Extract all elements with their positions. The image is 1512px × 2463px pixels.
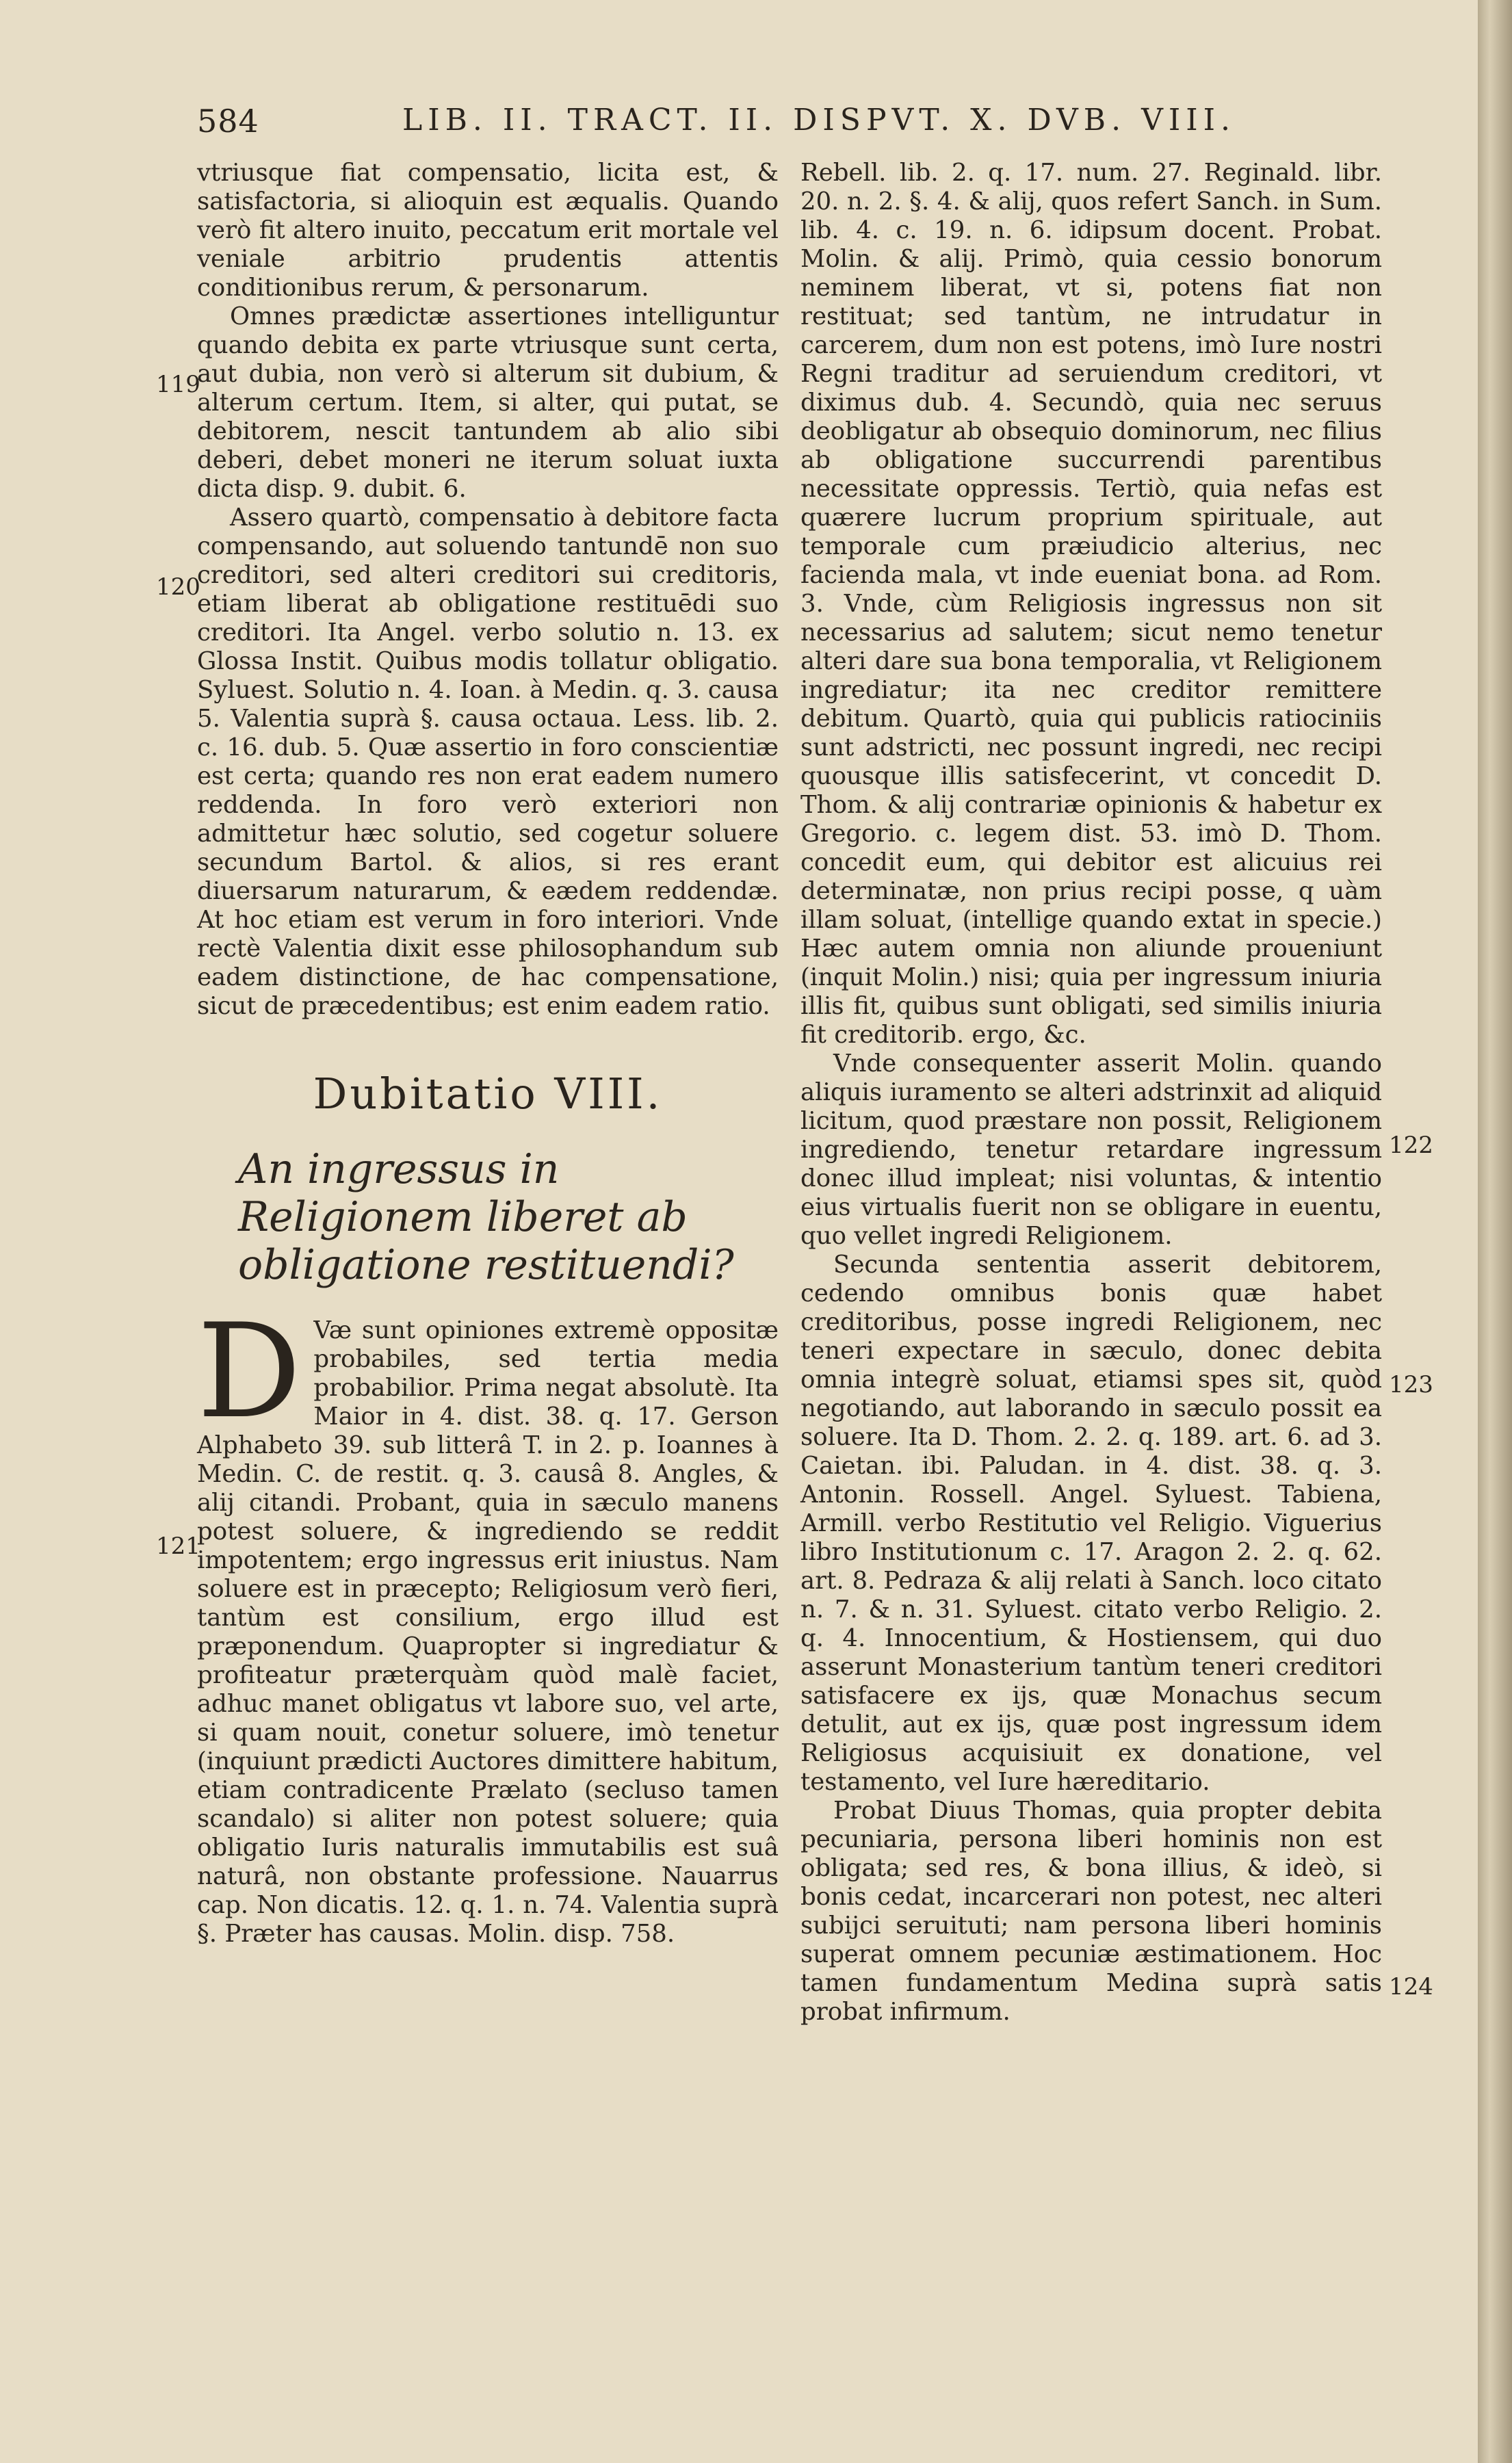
margin-number-122: 122 bbox=[1389, 1132, 1433, 1159]
page-fore-edge bbox=[1478, 0, 1512, 2463]
margin-number-121: 121 bbox=[156, 1533, 200, 1560]
paragraph-121 bbox=[197, 1296, 779, 1949]
paragraph-continued-right: Rebell. lib. 2. q. 17. num. 27. Reginald. libr. 20. n. 2. §. 4. & alij, quos refert Sanch. in Sum. lib. 4. c. 19. n. 6. idipsum docent. Probat. Molin. & alij. Primò, quia cessio bonorum neminem liberat, vt si, potens fiat non restituat; sed tantùm, ne intrudatur in carcerem, dum non est potens, imò Iure nostri Regni traditur ad seruiendum creditori, vt diximus dub. 4. Secundò, quia nec seruus deobligatur ab obsequio dominorum, nec filius ab obligatione succurrendi parentibus necessitate oppressis. Tertiò, quia nefas est quærere lucrum proprium spirituale, aut temporale cum præiudicio alterius, nec facienda mala, vt inde eueniat bona. ad Rom. 3. Vnde, cùm Religiosis ingressus non sit necessarius ad salutem; sicut nemo tenetur alteri dare sua bona temporalia, vt Religionem ingrediatur; ita nec creditor remittere debitum. Quartò, quia qui publicis ratiociniis sunt adstricti, nec possunt ingredi, nec recipi quousque illis satisfecerint, vt concedit D. Thom. & alij contrariæ opinionis & habetur ex Gregorio. c. legem dist. 53. imò D. Thom. concedit eum, qui debitor est alicuius rei determinatæ, non prius recipi posse, q uàm illam soluat, (intellige quando extat in specie.) Hæc autem omnia non aliunde proueniunt (inquit Molin.) nisi; quia per ingressum iniuria illis fit, quibus sunt obligati, sed similis iniuria fit creditorib. ergo, &c. bbox=[800, 159, 1382, 1049]
margin-number-120: 120 bbox=[156, 573, 200, 601]
dubitatio-heading: Dubitatio VIII. bbox=[313, 1069, 663, 1119]
paragraph-122: Vnde consequenter asserit Molin. quando aliquis iuramento se alteri adstrinxit ad aliquid licitum, quod præstare non possit, Religionem ingrediendo, tenetur retardare ingressum donec illud impleat; nisi voluntas, & intentio eius virtualis fuerit non se obligare in euentu, quo vellet ingredi Religionem. bbox=[800, 1050, 1382, 1250]
page-number: 584 bbox=[197, 103, 259, 140]
question-title: An ingressus in Religionem liberet ab obligatione restituendi? bbox=[238, 1145, 734, 1289]
page-header bbox=[197, 103, 1381, 144]
paragraph-119: Omnes prædictæ assertiones intelliguntur quando debita ex parte vtriusque sunt certa, aut dubia, non verò si alterum sit dubium, & alterum certum. Item, si alter, qui putat, se debitorem, nescit tantundem ab alio sibi deberi, debet moneri ne iterum soluat iuxta dicta disp. 9. dubit. 6. bbox=[197, 302, 779, 503]
right-column bbox=[800, 159, 1382, 2027]
margin-number-119: 119 bbox=[156, 371, 200, 398]
paragraph-121-text: Væ sunt opiniones extremè oppositæ probabiles, sed tertia media probabilior. Prima negat absolutè. Ita Maior in 4. dist. 38. q. 17. Gerson Alphabeto 39. sub litterâ T. in 2. p. Ioannes à Medin. C. de restit. q. 3. causâ 8. Angles, & alij citandi. Probant, quia in sæculo manens potest soluere, & ingrediendo se reddit impotentem; ergo ingressus erit iniustus. Nam soluere est in præcepto; Religiosum verò fieri, tantùm est consilium, ergo illud est præponendum. Quapropter si ingrediatur & profiteatur præterquàm quòd malè faciet, adhuc manet obligatus vt labore suo, vel arte, si quam nouit, conetur soluere, imò tenetur (inquiunt prædicti Auctores dimittere habitum, etiam contradicente Prælato (secluso tamen scandalo) si aliter non potest soluere; quia obligatio Iuris naturalis immutabilis est suâ naturâ, non obstante professione. Nauarrus cap. Non dicatis. 12. q. 1. n. 74. Valentia suprà §. Præter has causas. Molin. disp. 758. bbox=[197, 1316, 779, 1948]
margin-number-123: 123 bbox=[1389, 1371, 1433, 1398]
paragraph-124: Probat Diuus Thomas, quia propter debita pecuniaria, persona liberi hominis non est obligata; sed res, & bona illius, & ideò, si bonis cedat, incarcerari non potest, nec alteri subijci seruituti; nam persona liberi hominis superat omnem pecuniæ æstimationem. Hoc tamen fundamentum Medina suprà satis probat infirmum. bbox=[800, 1797, 1382, 2026]
left-column bbox=[197, 159, 779, 1949]
margin-number-124: 124 bbox=[1389, 1973, 1433, 2001]
running-head: LIB. II. TRACT. II. DISPVT. X. DVB. VIII. bbox=[402, 103, 1236, 138]
paragraph-continued-left: vtriusque fiat compensatio, licita est, & satisfactoria, si alioquin est æqualis. Quando verò fit altero inuito, peccatum erit mortale vel veniale arbitrio prudentis attentis conditionibus rerum, & personarum. bbox=[197, 159, 779, 302]
drop-cap-letter: D bbox=[197, 1296, 302, 1447]
paragraph-120: Assero quartò, compensatio à debitore facta compensando, aut soluendo tantundē non suo creditori, sed alteri creditori sui creditoris, etiam liberat ab obligatione restituēdi suo creditori. Ita Angel. verbo solutio n. 13. ex Glossa Instit. Quibus modis tollatur obligatio. Syluest. Solutio n. 4. Ioan. à Medin. q. 3. causa 5. Valentia suprà §. causa octaua. Less. lib. 2. c. 16. dub. 5. Quæ assertio in foro conscientiæ est certa; quando res non erat eadem numero reddenda. In foro verò exteriori non admittetur hæc solutio, sed cogetur soluere secundum Bartol. & alios, si res erant diuersarum naturarum, & eædem reddendæ. At hoc etiam est verum in foro interiori. Vnde rectè Valentia dixit esse philosophandum sub eadem distinctione, de hac compensatione, sicut de præcedentibus; est enim eadem ratio. bbox=[197, 504, 779, 1020]
paragraph-123: Secunda sententia asserit debitorem, cedendo omnibus bonis quæ habet creditoribus, posse ingredi Religionem, nec teneri expectare in sæculo, donec debita omnia integrè soluat, etiamsi spes sit, quòd negotiando, aut laborando in sæculo possit ea soluere. Ita D. Thom. 2. 2. q. 189. art. 6. ad 3. Caietan. ibi. Paludan. in 4. dist. 38. q. 3. Antonin. Rossell. Angel. Syluest. Tabiena, Armill. verbo Restitutio vel Religio. Viguerius libro Institutionum c. 17. Aragon 2. 2. q. 62. art. 8. Pedraza & alij relati à Sanch. loco citato n. 7. & n. 31. Syluest. citato verbo Religio. 2. q. 4. Innocentium, & Hostiensem, qui duo asserunt Monasterium tantùm teneri creditori satisfacere ex ijs, quæ Monachus secum detulit, aut ex ijs, quæ post ingressum idem Religiosus acquisiuit ex donatione, vel testamento, vel Iure hæreditario. bbox=[800, 1251, 1382, 1796]
